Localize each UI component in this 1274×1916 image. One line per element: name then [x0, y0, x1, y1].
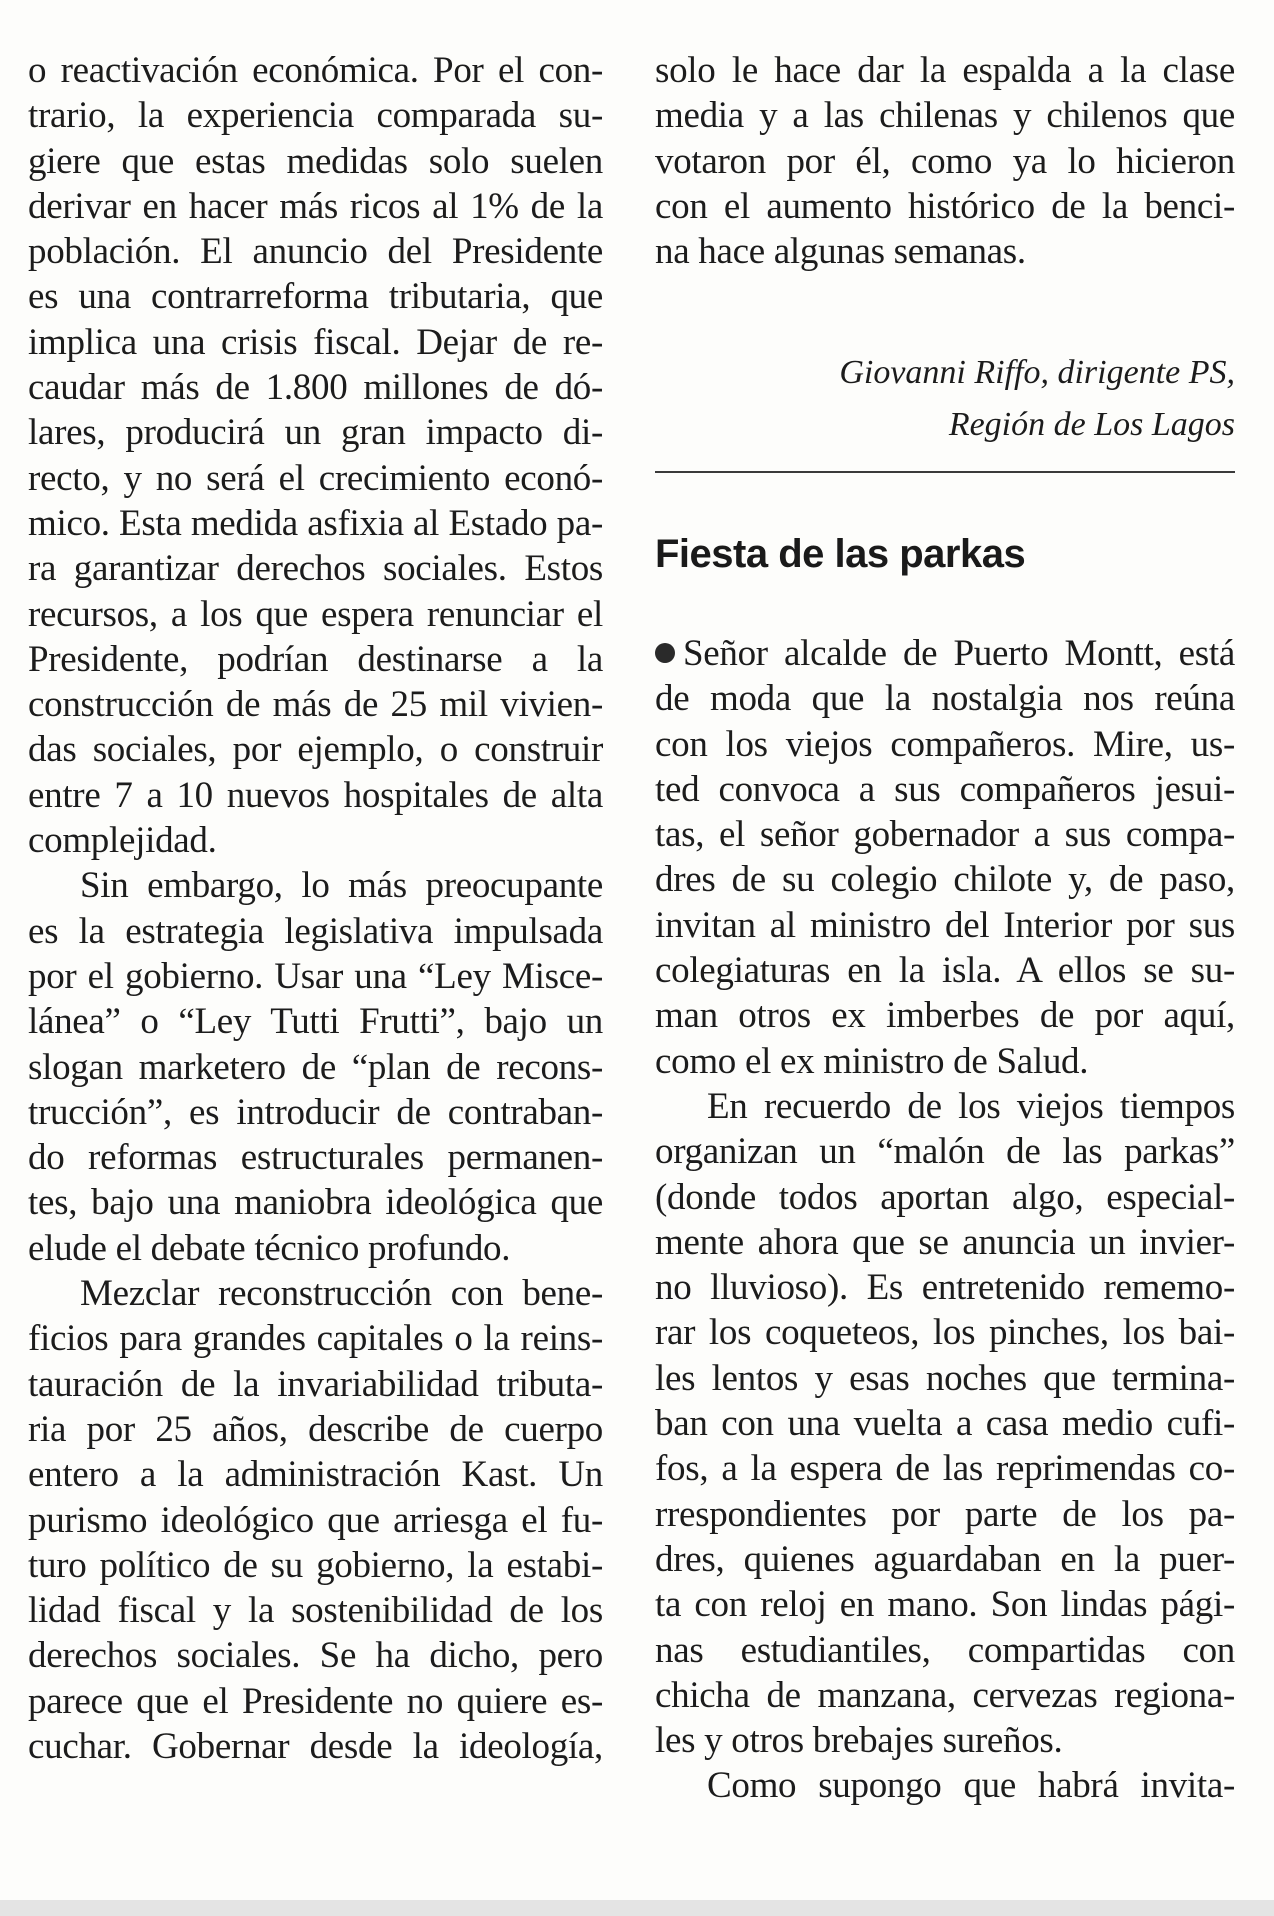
- text-line: recursos, a los que espera renunciar el: [28, 593, 603, 635]
- text-line: de moda que la nostalgia nos reúna: [655, 678, 1235, 720]
- text-line: derechos sociales. Se ha dicho, pero: [28, 1635, 603, 1677]
- text-line: ficios para grandes capitales o la reins-: [28, 1318, 603, 1360]
- text-line: o reactivación económica. Por el con-: [28, 50, 603, 91]
- text-line: implica una crisis fiscal. Dejar de re-: [28, 321, 603, 363]
- letter-signature: [655, 347, 1235, 451]
- page-bottom-edge: [0, 1900, 1274, 1916]
- text-line: rrespondientes por parte de los pa-: [655, 1493, 1235, 1535]
- text-line: mico. Esta medida asfixia al Estado pa-: [28, 502, 603, 544]
- text-line: rar los coqueteos, los pinches, los bai-: [655, 1312, 1235, 1354]
- text-line: fos, a la espera de las reprimendas co-: [655, 1448, 1235, 1490]
- text-line: con el aumento histórico de la benci-: [655, 185, 1235, 227]
- text-line: dres de su colegio chilote y, de paso,: [655, 859, 1235, 901]
- text-fragment: Señor alcalde de Puerto Montt, está: [683, 633, 1235, 674]
- text-line: giere que estas medidas solo suelen: [28, 140, 603, 182]
- text-line: les y otros brebajes sureños.: [655, 1720, 1063, 1762]
- text-line: (donde todos aportan algo, especial-: [655, 1176, 1235, 1218]
- text-line: invitan al ministro del Interior por sus: [655, 904, 1235, 946]
- text-line: es una contrarreforma tributaria, que: [28, 276, 603, 318]
- text-line: cuchar. Gobernar desde la ideología,: [28, 1725, 603, 1767]
- text-line: ria por 25 años, describe de cuerpo: [28, 1408, 603, 1450]
- text-line: na hace algunas semanas.: [655, 231, 1026, 273]
- text-line: slogan marketero de “plan de recons-: [28, 1046, 603, 1088]
- text-line: chicha de manzana, cervezas regiona-: [655, 1674, 1235, 1716]
- right-column-top: [655, 48, 1235, 274]
- text-line: les lentos y esas noches que termina-: [655, 1357, 1235, 1399]
- text-line: no lluvioso). Es entretenido rememo-: [655, 1267, 1235, 1309]
- text-line: ban con una vuelta a casa medio cufi-: [655, 1403, 1235, 1445]
- paragraph-start-line: Como supongo que habrá invita-: [707, 1765, 1235, 1807]
- text-line: trario, la experiencia comparada su-: [28, 95, 603, 137]
- paragraph-start-line: Sin embargo, lo más preocupante: [80, 865, 603, 907]
- text-line: trucción”, es introducir de contraban-: [28, 1091, 603, 1133]
- paragraph-start-line: Mezclar reconstrucción con bene-: [80, 1273, 603, 1315]
- text-line: tas, el señor gobernador a sus compa-: [655, 814, 1235, 856]
- bullet-icon: [655, 643, 675, 663]
- text-line: caudar más de 1.800 millones de dó-: [28, 367, 603, 409]
- text-line: ted convoca a sus compañeros jesui-: [655, 768, 1235, 810]
- paragraph-start-line: [655, 631, 1235, 676]
- text-line: entero a la administración Kast. Un: [28, 1454, 603, 1496]
- text-line: solo le hace dar la espalda a la clase: [655, 50, 1235, 91]
- text-line: por el gobierno. Usar una “Ley Misce-: [28, 955, 603, 997]
- text-line: organizan un “malón de las parkas”: [655, 1131, 1235, 1173]
- text-line: entre 7 a 10 nuevos hospitales de alta: [28, 774, 603, 816]
- text-line: nas estudiantiles, compartidas con: [655, 1629, 1235, 1671]
- text-line: ta con reloj en mano. Son lindas pági-: [655, 1584, 1235, 1626]
- text-line: votaron por él, como ya lo hicieron: [655, 140, 1235, 182]
- text-line: das sociales, por ejemplo, o construir: [28, 729, 603, 771]
- text-line: colegiaturas en la isla. A ellos se su-: [655, 950, 1235, 992]
- text-line: tes, bajo una maniobra ideológica que: [28, 1182, 603, 1224]
- text-line: recto, y no será el crecimiento econó-: [28, 457, 603, 499]
- text-line: lares, producirá un gran impacto di-: [28, 412, 603, 454]
- text-line: tauración de la invariabilidad tributa-: [28, 1363, 603, 1405]
- text-line: purismo ideológico que arriesga el fu-: [28, 1499, 603, 1541]
- text-line: complejidad.: [28, 820, 217, 862]
- left-column: [28, 48, 603, 1769]
- text-line: elude el debate técnico profundo.: [28, 1227, 511, 1269]
- text-line: do reformas estructurales permanen-: [28, 1137, 603, 1179]
- text-line: dres, quienes aguardaban en la puer-: [655, 1538, 1235, 1580]
- text-line: como el ex ministro de Salud.: [655, 1040, 1089, 1082]
- letter-headline: Fiesta de las parkas: [655, 532, 1026, 576]
- text-line: Presidente, podrían destinarse a la: [28, 638, 603, 680]
- text-line: con los viejos compañeros. Mire, us-: [655, 723, 1235, 765]
- text-line: es la estrategia legislativa impulsada: [28, 910, 603, 952]
- text-line: mente ahora que se anuncia un invier-: [655, 1221, 1235, 1263]
- text-line: lánea” o “Ley Tutti Frutti”, bajo un: [28, 1001, 603, 1043]
- letter-body: [655, 631, 1235, 1809]
- paragraph-start-line: En recuerdo de los viejos tiempos: [707, 1085, 1235, 1127]
- text-line: media y a las chilenas y chilenos que: [655, 95, 1235, 137]
- text-line: parece que el Presidente no quiere es-: [28, 1680, 603, 1722]
- text-line: construcción de más de 25 mil vivien-: [28, 684, 603, 726]
- text-line: man otros ex imberbes de por aquí,: [655, 995, 1235, 1037]
- text-line: ra garantizar derechos sociales. Estos: [28, 548, 603, 590]
- text-line: derivar en hacer más ricos al 1% de la: [28, 185, 603, 227]
- signature-region: Región de Los Lagos: [948, 406, 1235, 443]
- text-line: población. El anuncio del Presidente: [28, 231, 603, 273]
- section-divider: [655, 471, 1235, 473]
- text-line: turo político de su gobierno, la estabi-: [28, 1544, 603, 1586]
- text-line: lidad fiscal y la sostenibilidad de los: [28, 1590, 603, 1632]
- signature-author: Giovanni Riffo, dirigente PS,: [839, 354, 1235, 391]
